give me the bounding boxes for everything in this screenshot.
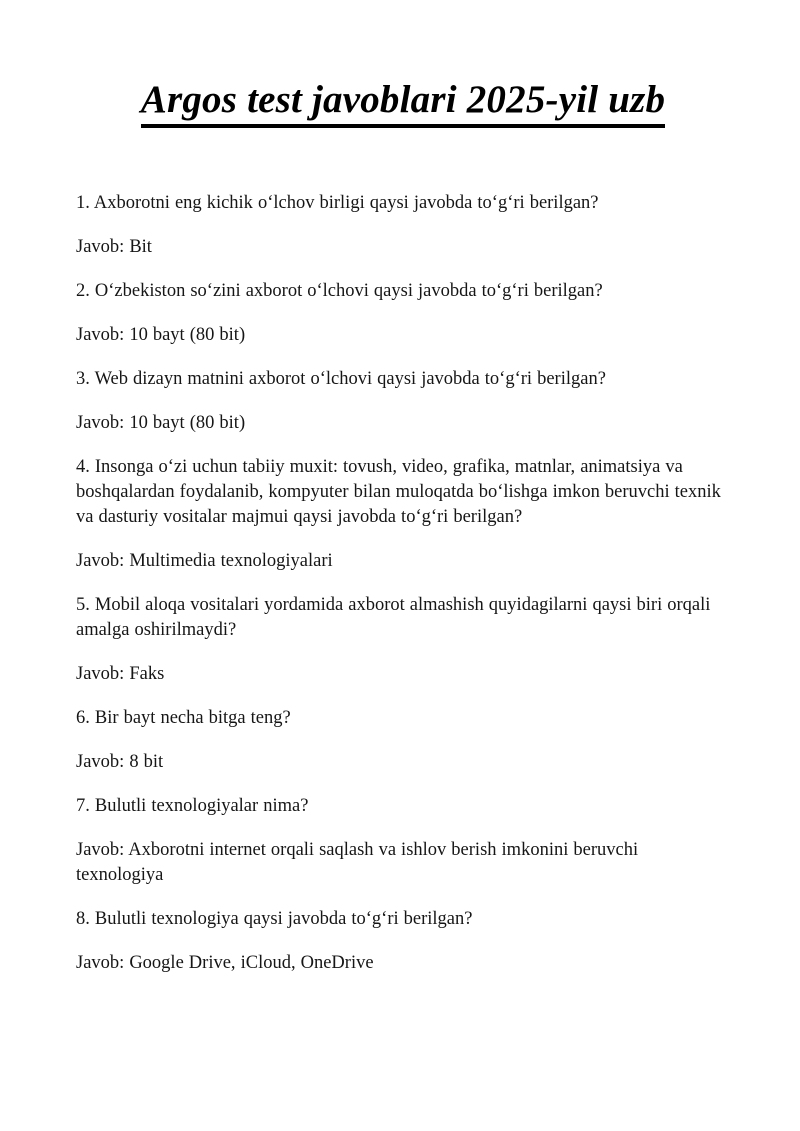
question-paragraph: 3. Web dizayn matnini axborot oʻlchovi qaysi javobda toʻgʻri berilgan?: [76, 369, 606, 389]
question-paragraph: 1. Axborotni eng kichik oʻlchov birligi qaysi javobda toʻgʻri berilgan?: [76, 193, 599, 213]
question-paragraph: 8. Bulutli texnologiya qaysi javobda toʻgʻri berilgan?: [76, 909, 473, 929]
answer-paragraph: Javob: Faks: [76, 664, 165, 684]
answer-paragraph: Javob: Google Drive, iCloud, OneDrive: [76, 953, 374, 973]
answer-paragraph: Javob: Bit: [76, 237, 152, 257]
question-paragraph: 2. Oʻzbekiston soʻzini axborot oʻlchovi qaysi javobda toʻgʻri berilgan?: [76, 281, 603, 301]
answer-paragraph: Javob: Axborotni internet orqali saqlash va ishlov berish imkonini beruvchi texnologiya: [76, 840, 639, 885]
document-body: [76, 191, 730, 976]
page-title-text: Argos test javoblari 2025-yil uzb: [141, 78, 665, 128]
answer-paragraph: Javob: 10 bayt (80 bit): [76, 413, 246, 433]
question-paragraph: 7. Bulutli texnologiyalar nima?: [76, 796, 309, 816]
question-paragraph: 5. Mobil aloqa vositalari yordamida axborot almashish quyidagilarni qaysi biri orqali amalga oshirilmaydi?: [76, 595, 711, 640]
answer-paragraph: Javob: 8 bit: [76, 752, 164, 772]
answer-paragraph: Javob: Multimedia texnologiyalari: [76, 551, 333, 571]
page-title: [76, 0, 730, 128]
question-paragraph: 4. Insonga oʻzi uchun tabiiy muxit: tovush, video, grafika, matnlar, animatsiya va boshqalardan foydalanib, kompyuter bilan muloqatda boʻlishga imkon beruvchi texnik va dasturiy vositalar majmui qaysi javobda toʻgʻri berilgan?: [76, 457, 721, 527]
answer-paragraph: Javob: 10 bayt (80 bit): [76, 325, 246, 345]
question-paragraph: 6. Bir bayt necha bitga teng?: [76, 708, 291, 728]
